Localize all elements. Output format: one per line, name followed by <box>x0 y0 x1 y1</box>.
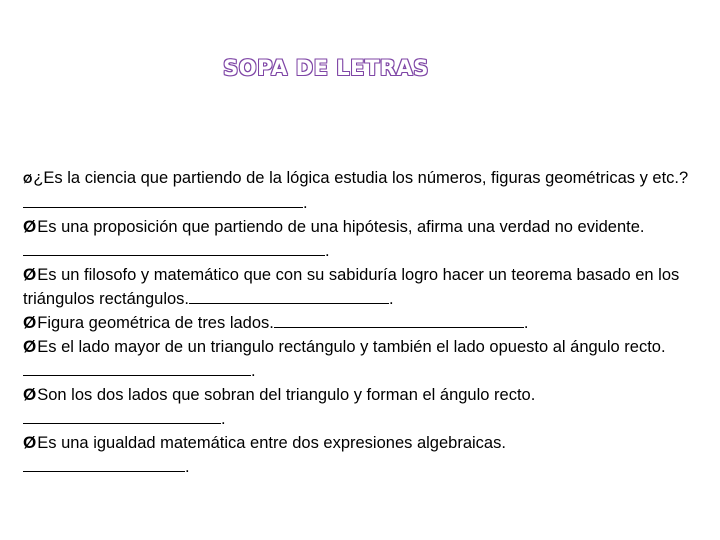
answer-blank[interactable] <box>23 193 303 208</box>
question-end: . <box>221 410 226 428</box>
question-item <box>23 383 717 431</box>
question-end: . <box>325 242 330 260</box>
question-end: . <box>251 362 256 380</box>
answer-blank[interactable] <box>23 409 221 424</box>
question-text: Es el lado mayor de un triangulo rectángulo y también el lado opuesto al ángulo recto. <box>37 338 666 356</box>
question-item <box>23 431 717 479</box>
arrow-bullet-icon: Ø <box>23 265 37 284</box>
answer-blank[interactable] <box>23 241 325 256</box>
arrow-bullet-icon: Ø <box>23 337 37 356</box>
question-text: Es un filosofo y matemático que con su sabiduría logro hacer un teorema basado en los triángulos rectángulos. <box>23 266 680 308</box>
question-list <box>23 166 717 479</box>
question-text: ¿Es la ciencia que partiendo de la lógica estudia los números, figuras geométricas y etc.? <box>33 169 689 187</box>
answer-blank[interactable] <box>274 313 524 328</box>
question-item <box>23 215 717 263</box>
arrow-bullet-icon: Ø <box>23 172 33 186</box>
question-item <box>23 311 717 335</box>
question-text: Es una igualdad matemática entre dos expresiones algebraicas. <box>37 434 506 452</box>
question-text: Figura geométrica de tres lados. <box>37 314 274 332</box>
question-end: . <box>389 290 394 308</box>
arrow-bullet-icon: Ø <box>23 313 37 332</box>
question-end: . <box>303 194 308 212</box>
question-item <box>23 263 717 311</box>
arrow-bullet-icon: Ø <box>23 433 37 452</box>
question-text: Es una proposición que partiendo de una hipótesis, afirma una verdad no evidente. <box>37 218 645 236</box>
question-item <box>23 166 717 215</box>
arrow-bullet-icon: Ø <box>23 217 37 236</box>
page-title: SOPA DE LETRAS <box>223 56 429 80</box>
question-end: . <box>185 458 190 476</box>
answer-blank[interactable] <box>189 289 389 304</box>
question-item <box>23 335 717 383</box>
answer-blank[interactable] <box>23 361 251 376</box>
question-text: Son los dos lados que sobran del triangulo y forman el ángulo recto. <box>37 386 536 404</box>
question-end: . <box>523 314 529 332</box>
arrow-bullet-icon: Ø <box>23 385 37 404</box>
answer-blank[interactable] <box>23 457 185 472</box>
